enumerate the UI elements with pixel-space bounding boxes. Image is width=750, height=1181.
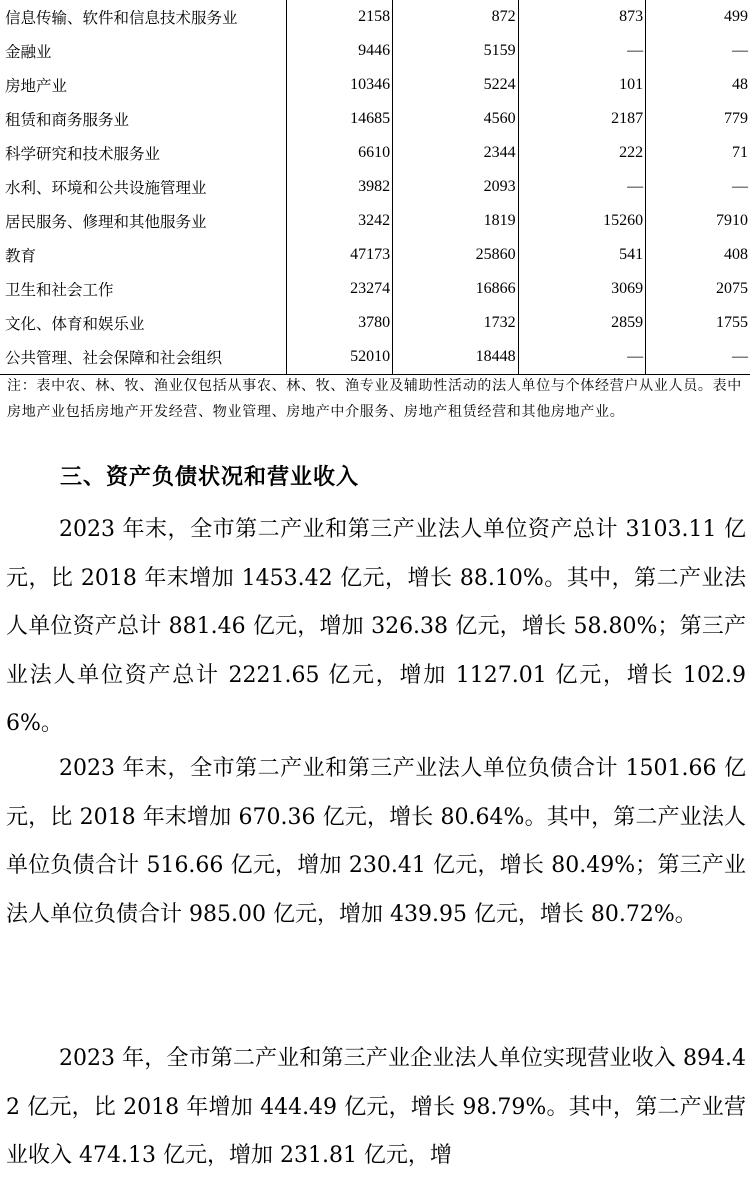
- value-cell: —: [646, 340, 750, 375]
- value-cell: —: [732, 42, 748, 59]
- value-cell: 3780: [287, 306, 393, 340]
- industry-name-cell: 信息传输、软件和信息技术服务业: [0, 0, 287, 34]
- industry-name-cell: 公共管理、社会保障和社会组织: [0, 340, 287, 375]
- value-cell: 5159: [393, 34, 519, 68]
- value-cell: 14685: [287, 102, 393, 136]
- value-cell: 2158: [287, 0, 393, 34]
- value-cell: 23274: [287, 272, 393, 306]
- value-cell: 541: [518, 238, 646, 272]
- value-cell: 779: [724, 110, 748, 127]
- industry-name-cell: 金融业: [0, 34, 287, 68]
- value-cell: 4560: [393, 102, 519, 136]
- table-row: [0, 204, 750, 238]
- table-row: [0, 170, 750, 204]
- value-cell: 2075: [716, 280, 748, 297]
- value-cell: 15260: [518, 204, 646, 238]
- value-cell: 408: [724, 246, 748, 263]
- value-cell: 3242: [287, 204, 393, 238]
- table-body: [0, 0, 750, 375]
- value-cell: 2859: [518, 306, 646, 340]
- value-cell: 872: [393, 0, 519, 34]
- value-cell: 1819: [393, 204, 519, 238]
- paragraph-liabilities: 2023 年末，全市第二产业和第三产业法人单位负债合计 1501.66 亿元，比 2018 年末增加 670.36 亿元，增长 80.64%。其中，第二产业法人单位负债合计 516.66 亿元，增加 230.41 亿元，增长 80.49%；第三产业法人单位负债合计 985.00 亿元，增加 439.95 亿元，增长 80.72%。: [6, 756, 746, 927]
- value-cell: 222: [518, 136, 646, 170]
- table-row: [0, 0, 750, 34]
- value-cell: 5224: [393, 68, 519, 102]
- value-cell: 1732: [393, 306, 519, 340]
- industry-name-cell: 水利、环境和公共设施管理业: [0, 170, 287, 204]
- value-cell: 7910: [716, 212, 748, 229]
- value-cell: 2093: [393, 170, 519, 204]
- industry-name-cell: 文化、体育和娱乐业: [0, 306, 287, 340]
- table-row: [0, 272, 750, 306]
- value-cell: 16866: [393, 272, 519, 306]
- value-cell: 2344: [393, 136, 519, 170]
- table-row: [0, 34, 750, 68]
- table-row: [0, 238, 750, 272]
- paragraph-revenue: 2023 年，全市第二产业和第三产业企业法人单位实现营业收入 894.42 亿元，比 2018 年增加 444.49 亿元，增长 98.79%。其中，第二产业营业收入 474.13 亿元，增加 231.81 亿元，增: [6, 1046, 746, 1169]
- value-cell: 499: [724, 8, 748, 25]
- industry-statistics-table: [0, 0, 750, 375]
- value-cell: —: [732, 178, 748, 195]
- value-cell: 18448: [393, 340, 519, 375]
- table-row: [0, 136, 750, 170]
- table-row: [0, 102, 750, 136]
- value-cell: —: [518, 340, 646, 375]
- industry-name-cell: 科学研究和技术服务业: [0, 136, 287, 170]
- table-row: [0, 306, 750, 340]
- value-cell: —: [518, 170, 646, 204]
- industry-name-cell: 房地产业: [0, 68, 287, 102]
- table-footnote: 注：表中农、林、牧、渔业仅包括从事农、林、牧、渔专业及辅助性活动的法人单位与个体经营户从业人员。表中房地产业包括房地产开发经营、物业管理、房地产中介服务、房地产租赁经营和其他房地产业。: [7, 378, 742, 420]
- value-cell: 48: [732, 76, 748, 93]
- value-cell: 52010: [287, 340, 393, 375]
- section-heading: 三、资产负债状况和营业收入: [60, 465, 360, 490]
- paragraph-assets: 2023 年末，全市第二产业和第三产业法人单位资产总计 3103.11 亿元，比 2018 年末增加 1453.42 亿元，增长 88.10%。其中，第二产业法人单位资产总计 881.46 亿元，增加 326.38 亿元，增长 58.80%；第三产业法人单位资产总计 2221.65 亿元，增加 1127.01 亿元，增长 102.96%。: [6, 517, 746, 737]
- value-cell: 71: [732, 144, 748, 161]
- value-cell: 10346: [287, 68, 393, 102]
- value-cell: 1755: [716, 314, 748, 331]
- table-row: [0, 68, 750, 102]
- industry-name-cell: 租赁和商务服务业: [0, 102, 287, 136]
- industry-name-cell: 卫生和社会工作: [0, 272, 287, 306]
- table-row: [0, 340, 750, 375]
- industry-name-cell: 教育: [0, 238, 287, 272]
- value-cell: 2187: [518, 102, 646, 136]
- value-cell: 3982: [287, 170, 393, 204]
- value-cell: —: [518, 34, 646, 68]
- value-cell: 3069: [518, 272, 646, 306]
- value-cell: 25860: [393, 238, 519, 272]
- value-cell: 47173: [287, 238, 393, 272]
- industry-name-cell: 居民服务、修理和其他服务业: [0, 204, 287, 238]
- value-cell: 873: [518, 0, 646, 34]
- value-cell: 101: [518, 68, 646, 102]
- value-cell: 6610: [287, 136, 393, 170]
- value-cell: 9446: [287, 34, 393, 68]
